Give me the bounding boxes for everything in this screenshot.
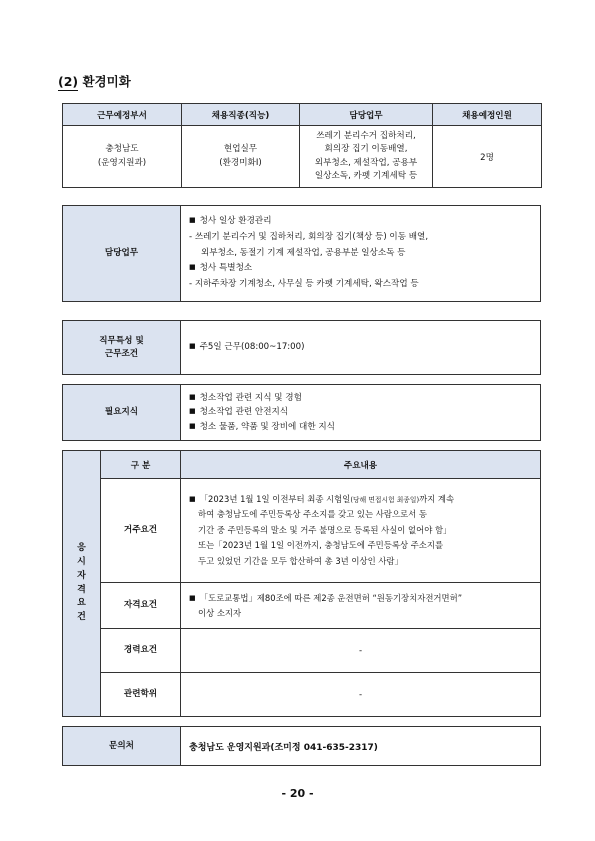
license-label: 자격요건 [101,583,181,629]
section-title-text: 환경미화 [82,74,131,89]
conditions-table [62,320,541,375]
contact-label: 문의처 [63,727,181,766]
bullet-square-icon: ■ [189,421,196,430]
duty-sub: - 지하주차장 기계청소, 사무실 등 카펫 기계세탁, 왁스작업 등 [189,279,419,290]
duties-label: 담당업무 [63,206,181,302]
career-value: - [181,629,541,673]
headcount-cell: 2명 [433,126,542,188]
duty-line: 회의장 집기 이동배열, [324,144,408,155]
knowledge-item: 청소 물품, 약품 및 장비에 대한 지식 [199,421,335,432]
knowledge-label: 필요지식 [63,385,181,441]
major-value: - [181,673,541,717]
duty-bullet: 청사 특별청소 [199,263,253,274]
dept-cell [63,126,182,188]
conditions-item: 주5일 근무(08:00~17:00) [199,341,305,352]
duty-bullet: 청사 일상 환경관리 [199,215,272,226]
duty-sub: 외부청소, 동절기 기계 제설작업, 공용부분 일상소독 등 [201,247,406,258]
knowledge-table [62,384,541,441]
conditions-content [181,321,541,375]
conditions-label-line2: 근무조건 [104,348,139,359]
section-title [58,72,131,90]
duty-cell [300,126,433,188]
knowledge-content [181,385,541,441]
job-line1: 현업실무 [223,143,258,154]
header-job: 채용직종(직능) [182,104,300,126]
major-label: 관련학위 [101,673,181,717]
section-number: (2) [58,74,79,89]
qualification-table [62,450,541,717]
duties-table [62,205,541,302]
bullet-square-icon: ■ [189,494,196,503]
qual-col-header-2: 주요내용 [181,451,541,479]
page-number: - 20 - [281,787,314,800]
duty-line: 일상소독, 카펫 기계세탁 등 [314,170,418,181]
duty-line: 쓰레기 분리수거 집하처리, [316,130,416,141]
job-line2: (환경미화Ⅰ) [219,157,262,168]
bullet-square-icon: ■ [189,263,196,272]
bullet-square-icon: ■ [189,215,196,224]
license-content: ■ 「도로교통법」제80조에 따른 제2종 운전면허 “원동기장치자전거면허” 이상 소지자 [181,583,541,629]
knowledge-item: 청소작업 관련 안전지식 [199,407,289,418]
residence-label: 거주요건 [101,479,181,583]
job-cell [182,126,300,188]
residence-content: ■ 「2023년 1월 1일 이전부터 최종 시험일(당해 면접시험 최종일)까지 계속 하여 충청남도에 주민등록상 주소지를 갖고 있는 사람으로서 동 기간 중 주민등록의 말소 및 거주 불명으로 등록된 사실이 없어야 함」 또는「2023년 1월 1일 이전까지, 충청남도에 주민등록상 주소지를 두고 있었던 기간을 모두 합산하여 총 3년 이상인 사람」 [181,479,541,583]
conditions-label-line1: 직무특성 및 [99,336,144,347]
header-duty: 담당업무 [300,104,433,126]
knowledge-item: 청소작업 관련 지식 및 경험 [199,392,302,403]
duties-content [181,206,541,302]
bullet-square-icon: ■ [189,392,196,401]
contact-table [62,726,541,766]
qual-col-header-1: 구 분 [101,451,181,479]
duty-line: 외부청소, 제설작업, 공용부 [314,157,418,168]
dept-line1: 충청남도 [105,143,139,154]
bullet-square-icon: ■ [189,341,196,350]
overview-table [62,103,542,188]
header-dept: 근무예정부서 [63,104,182,126]
qualification-side-label: 응 시 자 격 요 건 [63,451,101,717]
bullet-square-icon: ■ [189,407,196,416]
conditions-label [63,321,181,375]
career-label: 경력요건 [101,629,181,673]
header-headcount: 채용예정인원 [433,104,542,126]
bullet-square-icon: ■ [189,594,196,603]
duty-sub: - 쓰레기 분리수거 및 집하처리, 회의장 집기(책상 등) 이동 배열, [189,231,429,242]
contact-value: 충청남도 운영지원과(조미정 041-635-2317) [181,727,541,766]
dept-line2: (운영지원과) [97,157,147,168]
